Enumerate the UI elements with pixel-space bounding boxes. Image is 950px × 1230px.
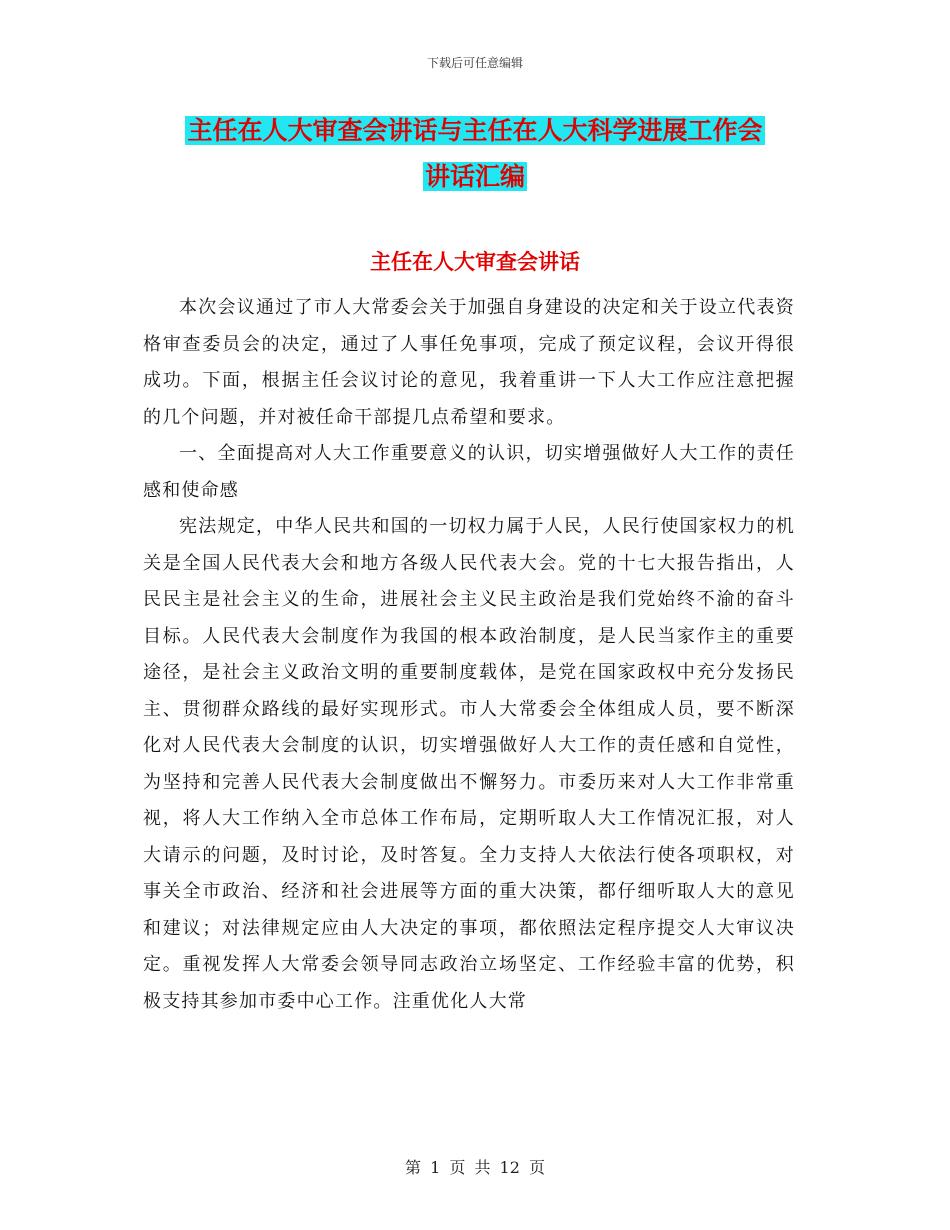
page-footer: 第 1 页 共 12 页 <box>405 1158 545 1177</box>
document-title-line-1: 主任在人大审查会讲话与主任在人大科学进展工作会 <box>187 116 763 145</box>
section-title: 主任在人大审查会讲话 <box>370 250 580 274</box>
document-title <box>0 108 950 200</box>
header-note: 下载后可任意编辑 <box>426 56 523 70</box>
paragraph: 一、全面提高对人大工作重要意义的认识，切实增强做好人大工作的责任感和使命感 <box>143 443 795 501</box>
paragraph: 宪法规定，中华人民共和国的一切权力属于人民，人民行使国家权力的机关是全国人民代表大会和地方各级人民代表大会。党的十七大报告指出，人民民主是社会主义的生命，进展社会主义民主政治是我们党始终不渝的奋斗目标。人民代表大会制度作为我国的根本政治制度，是人民当家作主的重要途径，是社会主义政治文明的重要制度载体，是党在国家政权中充分发扬民主、贯彻群众路线的最好实现形式。市人大常委会全体组成人员，要不断深化对人民代表大会制度的认识，切实增强做好人大工作的责任感和自觉性，为坚持和完善人民代表大会制度做出不懈努力。市委历来对人大工作非常重视，将人大工作纳入全市总体工作布局，定期听取人大工作情况汇报，对人大请示的问题，及时讨论，及时答复。全力支持人大依法行使各项职权，对事关全市政治、经济和社会进展等方面的重大决策，都仔细听取人大的意见和建议；对法律规定应由人大决定的事项，都依照法定程序提交人大审议决定。重视发挥人大常委会领导同志政治立场坚定、工作经验丰富的优势，积极支持其参加市委中心工作。注重优化人大常 <box>143 516 795 1012</box>
paragraph: 本次会议通过了市人大常委会关于加强自身建设的决定和关于设立代表资格审查委员会的决定，通过了人事任免事项，完成了预定议程，会议开得很成功。下面，根据主任会议讨论的意见，我着重讲一下人大工作应注意把握的几个问题，并对被任命干部提几点希望和要求。 <box>143 297 795 428</box>
body-text <box>143 290 795 1020</box>
document-title-line-2: 讲话汇编 <box>424 162 525 191</box>
